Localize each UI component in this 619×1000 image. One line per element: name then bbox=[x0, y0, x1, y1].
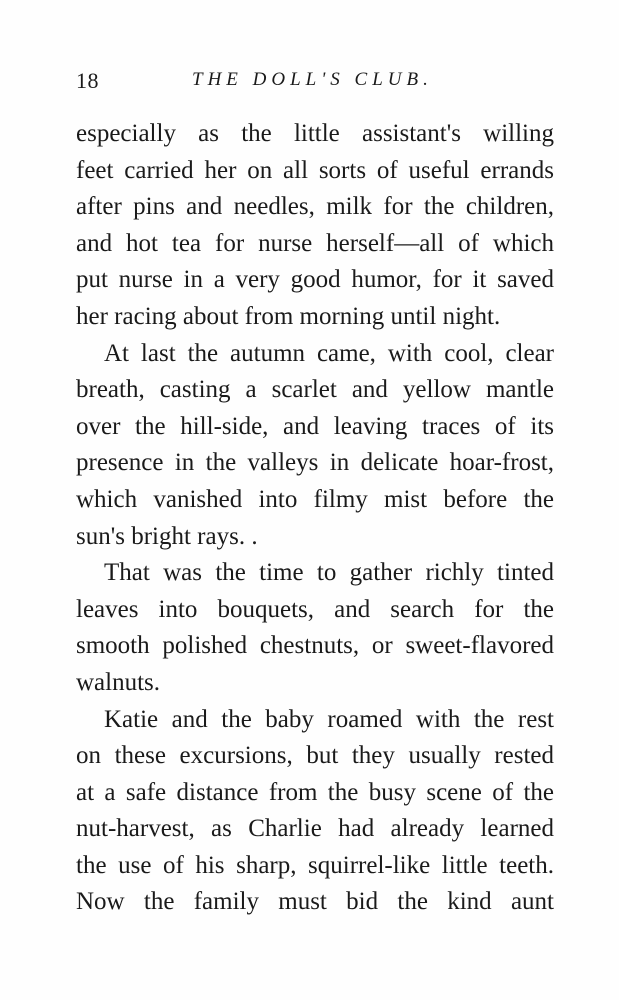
text-line: and hot tea for nurse herself—all of which bbox=[76, 229, 554, 257]
text-line: That was the time to gather richly tinted bbox=[104, 559, 554, 587]
text-line: breath, casting a scarlet and yellow mantle bbox=[76, 376, 554, 404]
text-line: over the hill-side, and leaving traces of its bbox=[76, 412, 554, 440]
text-line: smooth polished chestnuts, or sweet-flavored bbox=[76, 632, 554, 660]
text-line: Katie and the baby roamed with the rest bbox=[104, 705, 554, 733]
text-line: after pins and needles, milk for the children, bbox=[76, 193, 554, 221]
text-line: presence in the valleys in delicate hoar-frost, bbox=[76, 449, 554, 477]
paragraph bbox=[76, 116, 554, 336]
paragraph bbox=[76, 336, 554, 556]
page-number: 18 bbox=[76, 68, 99, 93]
paragraph bbox=[76, 702, 554, 922]
text-line: which vanished into filmy mist before the bbox=[76, 485, 554, 513]
text-line: leaves into bouquets, and search for the bbox=[76, 595, 554, 623]
page-header bbox=[76, 68, 556, 98]
body-text bbox=[76, 116, 554, 921]
text-line: put nurse in a very good humor, for it saved bbox=[76, 266, 554, 294]
text-line: on these excursions, but they usually rested bbox=[76, 742, 554, 770]
text-line: her racing about from morning until night. bbox=[76, 302, 501, 330]
text-line: especially as the little assistant's willing bbox=[76, 120, 554, 147]
text-line: at a safe distance from the busy scene of the bbox=[76, 778, 554, 806]
text-line: walnuts. bbox=[76, 668, 161, 696]
text-line: nut-harvest, as Charlie had already learned bbox=[76, 815, 554, 843]
paragraph bbox=[76, 555, 554, 701]
running-title: THE DOLL'S CLUB. bbox=[192, 69, 433, 90]
text-line: feet carried her on all sorts of useful errands bbox=[76, 156, 554, 184]
text-line: sun's bright rays. . bbox=[76, 522, 258, 550]
text-line: Now the family must bid the kind aunt bbox=[76, 888, 554, 916]
text-line: At last the autumn came, with cool, clear bbox=[104, 339, 554, 367]
text-line: the use of his sharp, squirrel-like little teeth. bbox=[76, 851, 554, 879]
